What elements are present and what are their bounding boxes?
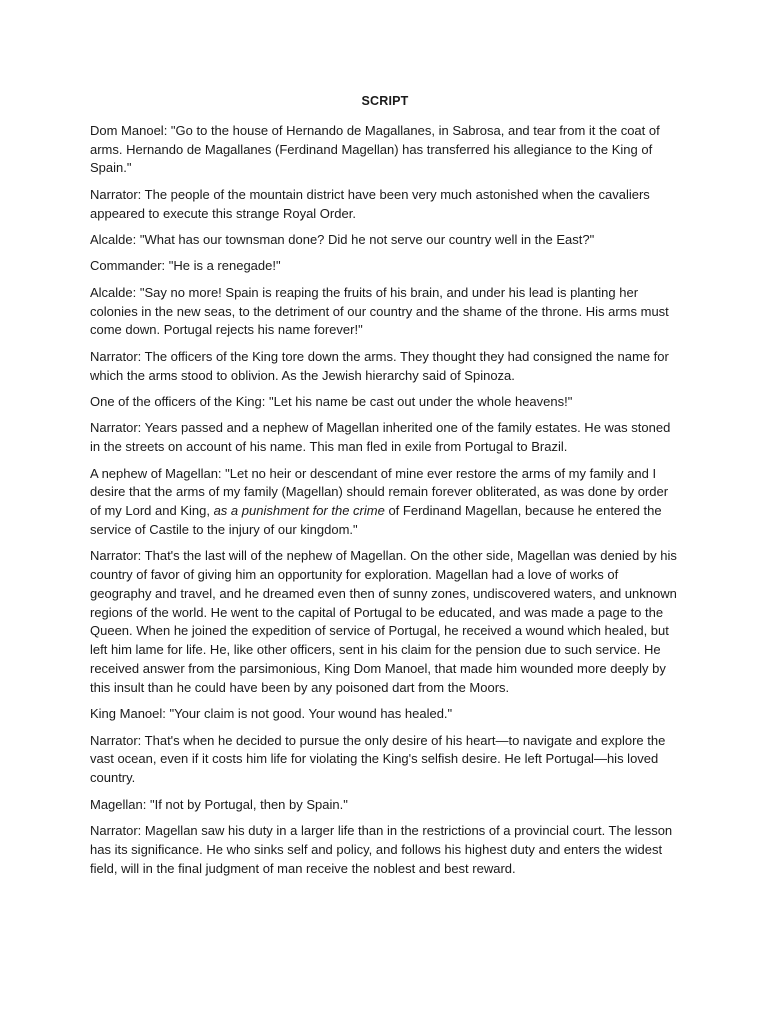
paragraph-magellan-spain: Magellan: "If not by Portugal, then by Spain."	[90, 796, 348, 812]
paragraph-narrator-astonished: Narrator: The people of the mountain district have been very much astonished when the cavaliers appeared to execute this strange Royal Order.	[90, 186, 650, 221]
paragraph-officer-cast-out: One of the officers of the King: "Let his name be cast out under the whole heavens!"	[90, 393, 573, 409]
paragraph-narrator-last-will: Narrator: That's the last will of the nephew of Magellan. On the other side, Magellan was denied by his country of favor of giving him an opportunity for exploration. Magellan had a love of works of geography and travel, and he dreamed even then of sunny zones, undiscovered waters, and unknown regions of the world. He went to the capital of Portugal to be educated, and was made a page to the Queen. When he joined the expedition of service of Portugal, he received a wound which healed, but left him lame for life. He, like other officers, sent in his claim for the pension due to such service. He received answer from the parsimonious, King Dom Manoel, that made him wounded more deeply by this insult than he could have been by any poisoned dart from the Moors.	[90, 548, 677, 695]
paragraph-alcalde-say-no-more: Alcalde: "Say no more! Spain is reaping the fruits of his brain, and under his lead is planting her colonies in the new seas, to the detriment of our country and the shame of the throne. His arms must come down. Portugal rejects his name forever!"	[90, 284, 669, 338]
script-body	[90, 92, 680, 886]
paragraph-nephew-will-italic: as a punishment for the crime	[213, 503, 385, 519]
paragraph-king-manoel-claim: King Manoel: "Your claim is not good. Your wound has healed."	[90, 706, 453, 722]
paragraph-nephew-will	[90, 465, 680, 540]
paragraph-commander-renegade: Commander: "He is a renegade!"	[90, 258, 281, 274]
paragraph-narrator-tore-down: Narrator: The officers of the King tore down the arms. They thought they had consigned the name for which the arms stood to oblivion. As the Jewish hierarchy said of Spinoza.	[90, 348, 669, 383]
paragraph-nephew-will-end: of Ferdinand Magellan, because he entered the service of Castile to the injury of our kingdom."	[90, 503, 662, 537]
paragraph-alcalde-question: Alcalde: "What has our townsman done? Did he not serve our country well in the East?"	[90, 231, 595, 247]
page-title: SCRIPT	[361, 94, 409, 108]
paragraph-nephew-will-start: A nephew of Magellan: "Let no heir or descendant of mine ever restore the arms of my family and I desire that the arms of my family (Magellan) should remain forever obliterated, as was done by order of my Lord and King,	[90, 465, 669, 519]
paragraph-dom-manoel-order: Dom Manoel: "Go to the house of Hernando de Magallanes, in Sabrosa, and tear from it the coat of arms. Hernando de Magallanes (Ferdinand Magellan) has transferred his allegiance to the King of Spain."	[90, 122, 660, 176]
paragraph-narrator-lesson: Narrator: Magellan saw his duty in a larger life than in the restrictions of a provincial court. The lesson has its significance. He who sinks self and policy, and follows his highest duty and enters the widest field, will in the final judgment of man receive the noblest and best reward.	[90, 823, 673, 876]
paragraph-narrator-years-passed: Narrator: Years passed and a nephew of Magellan inherited one of the family estates. He was stoned in the streets on account of his name. This man fled in exile from Portugal to Brazil.	[90, 420, 671, 455]
paragraph-narrator-decided: Narrator: That's when he decided to pursue the only desire of his heart—to navigate and explore the vast ocean, even if it costs him life for violating the King's selfish desire. He left Portugal—his loved country.	[90, 732, 666, 786]
